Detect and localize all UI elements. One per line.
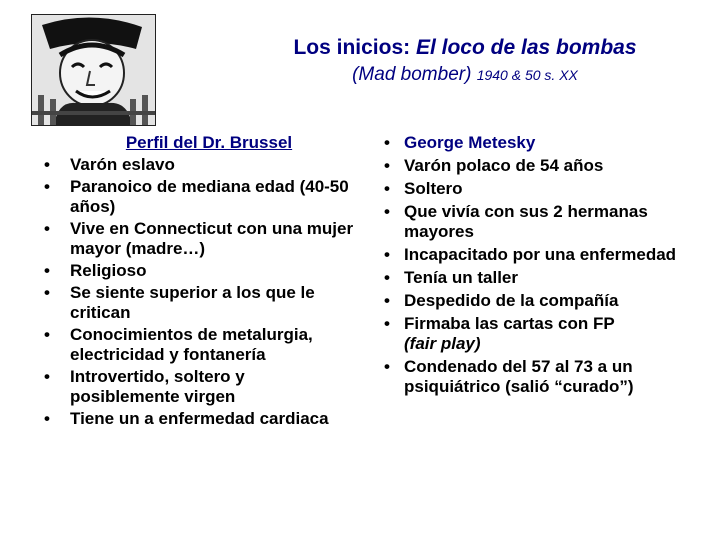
bullet-icon: • — [384, 179, 390, 198]
bullet-icon: • — [44, 325, 50, 344]
list-item: • Condenado del 57 al 73 a un psiquiátrico (salió “curado”) — [384, 357, 634, 396]
list-item: • Vive en Connecticut con una mujer mayor (madre…) — [44, 219, 354, 258]
list-item: • Varón eslavo — [44, 155, 175, 174]
bullet-icon: • — [384, 156, 390, 175]
list-item: • Tiene un a enfermedad cardiaca — [44, 409, 329, 428]
metesky-list — [384, 133, 704, 397]
metesky-name: George Metesky — [404, 133, 536, 152]
title-prefix: Los inicios: — [293, 36, 416, 59]
bullet-icon: • — [44, 409, 50, 428]
portrait-illustration — [32, 15, 155, 125]
bullet-icon: • — [44, 219, 50, 238]
bullet-icon: • — [44, 261, 50, 280]
list-item: • Varón polaco de 54 años — [384, 156, 604, 175]
bullet-icon: • — [384, 268, 390, 287]
bullet-icon: • — [384, 245, 390, 264]
metesky-column — [384, 133, 704, 400]
list-item: • Religioso — [44, 261, 147, 280]
list-item: • Firmaba las cartas con FP (fair play) — [384, 314, 615, 353]
list-item: • Se siente superior a los que le critican — [44, 283, 315, 322]
list-item: • Paranoico de mediana edad (40-50 años) — [44, 177, 349, 216]
list-item: • Soltero — [384, 179, 463, 198]
bullet-icon: • — [384, 291, 390, 310]
bullet-icon: • — [384, 133, 390, 152]
list-item: • Que vivía con sus 2 hermanas mayores — [384, 202, 648, 241]
title-emphasis: El loco de las bombas — [415, 36, 637, 59]
list-item: • Incapacitado por una enfermedad — [384, 245, 677, 264]
list-item: • Despedido de la compañía — [384, 291, 619, 310]
brussel-profile-column — [44, 133, 354, 431]
portrait-photo — [31, 14, 156, 126]
bullet-icon: • — [384, 314, 390, 333]
bullet-icon: • — [384, 202, 390, 221]
profile-heading: Perfil del Dr. Brussel — [125, 133, 293, 152]
bullet-icon: • — [44, 283, 50, 302]
bullet-icon: • — [44, 155, 50, 174]
title-subtitle: (Mad bomber) — [352, 64, 472, 85]
list-item — [384, 133, 704, 153]
bullet-icon: • — [44, 177, 50, 196]
bullet-icon: • — [44, 367, 50, 386]
list-item: • Tenía un taller — [384, 268, 518, 287]
slide-title — [230, 34, 700, 89]
list-item: • Conocimientos de metalurgia, electricidad y fontanería — [44, 325, 313, 364]
list-item: • Introvertido, soltero y posiblemente virgen — [44, 367, 245, 406]
profile-list — [44, 155, 354, 429]
fair-play-note: (fair play) — [404, 334, 481, 353]
bullet-icon: • — [384, 357, 390, 376]
title-years: 1940 & 50 s. XX — [476, 67, 578, 83]
